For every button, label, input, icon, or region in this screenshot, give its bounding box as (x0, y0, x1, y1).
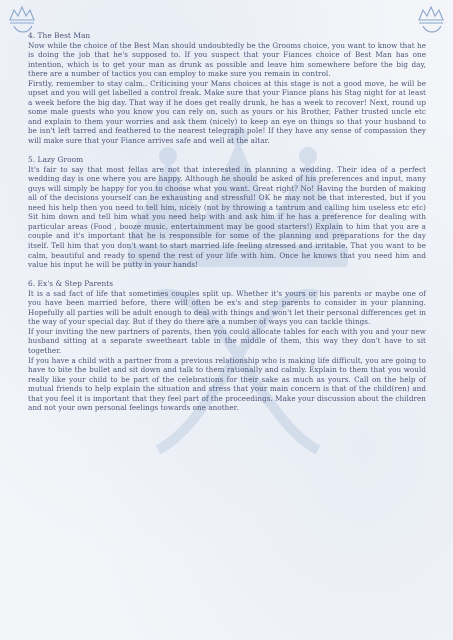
section-title-step-parents: 6. Ex's & Step Parents (28, 279, 114, 289)
article-body (28, 31, 426, 413)
paragraph: If you have a child with a partner from a previous relationship who is making life difficult, you are going to have to bite the bullet and sit down and talk to them rationally and calmly. Explain to them that you would really like your child to be part of the celebrations for their sake as much as yours. Call on the help of mutual friends to help explain the situation and stress that your main concern is that of the child(ren) and that you feel it is important that they feel part of the proceedings. Make your discussion about the children and not your own personal feelings towards one another. (28, 355, 426, 413)
paragraph: Firstly, remember to stay calm.. Criticising your Mans choices at this stage is not a good move, he will be upset and you will get labelled a control freak. Make sure that your Fiance plans his Stag night for at least a week before the big day. That way if he does get really drunk, he has a week to recover! Next, round up some male guests who you know you can rely on, such as yours or his Brother, Father trusted uncle etc and explain to them your worries and ask them (nicely) to keep an eye on things so that your husband to be isn't left tarred and feathered to the nearest telegraph pole! If they have any sense of compassion they will make sure that your Fiance arrives safe and well at the altar. (28, 78, 426, 146)
paragraph: It is a sad fact of life that sometimes couples split up. Whether it's yours or his parents or maybe one of you have been married before, there will often be ex's and step parents to consider in your planning. Hopefully all parties will be adult enough to deal with things and won't let their personal differences get in the way of your special day. But if they do there are a number of ways you can tackle things. (28, 288, 426, 327)
section-title-best-man: 4. The Best Man (28, 31, 91, 40)
section-title-lazy-groom: 5. Lazy Groom (28, 155, 84, 165)
paragraph: Now while the choice of the Best Man should undoubtedly be the Grooms choice, you want to know that he is doing the job that he's supposed to. If you suspect that your Fiances choice of Best Man has one intention, which is to get your man as drunk as possible and leave him somewhere before the big day, there are a number of tactics you can employ to make sure you remain in control. (28, 40, 426, 79)
crown-ornament-left-icon (4, 4, 40, 34)
crown-ornament-right-icon (413, 4, 449, 34)
paragraph: If your inviting the new partners of parents, then you could allocate tables for each with you and your new husband sitting at a separate sweetheart table in the middle of them, this way they don't have to sit together. (28, 326, 426, 355)
paragraph: It's fair to say that most fellas are not that interested in planning a wedding. Their idea of a perfect wedding day is one where you are happy. Although he should be asked of his preferences and input, many guys will simply be happy for you to choose what you want. Great right? No! Having the burden of making all of the decisions yourself can be exhausting and stressful! OK he may not be that interested, but if you need his help then you need to tell him, nicely (not by throwing a tantrum and calling him useless etc etc) Sit him down and tell him what you need help with and ask him if he has a preference for dealing with particular areas (Food , booze music, entertainment may be good starters!) Explain to him that you are a couple and it's important that he is responsible for some of the planning and preparations for the day itself. Tell him that you don't want to start married life feeling stressed and irritable. That you want to be calm, beautiful and ready to spend the rest of your life with him. Once he knows that you need him and value his input he will be putty in your hands! (28, 164, 426, 270)
